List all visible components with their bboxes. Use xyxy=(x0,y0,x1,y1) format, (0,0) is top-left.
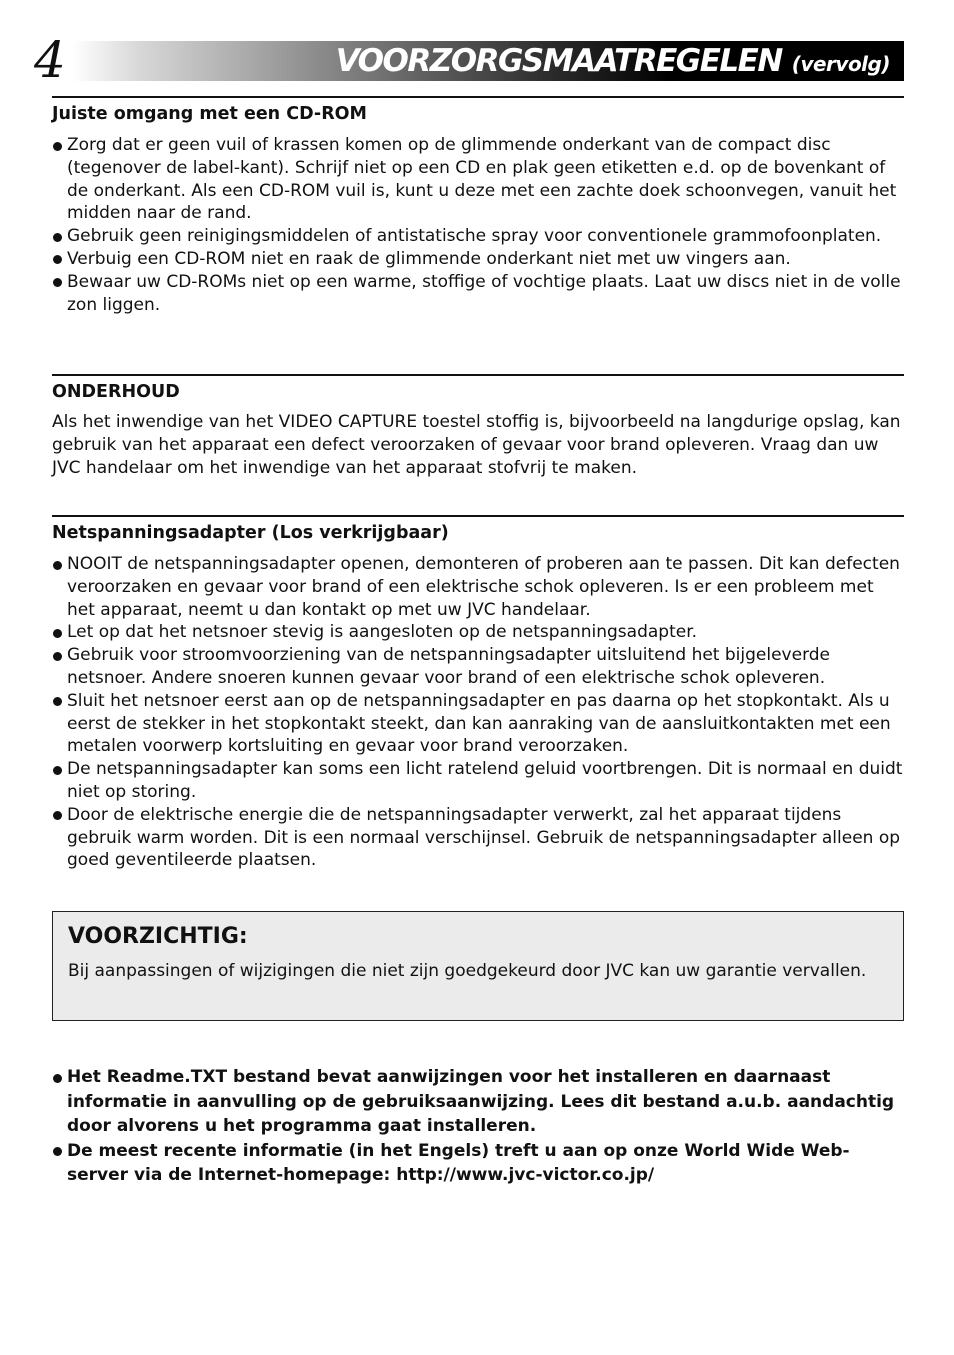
bullet-icon xyxy=(53,233,62,242)
list-item xyxy=(52,271,904,317)
notes-list xyxy=(52,1065,904,1188)
bullet-icon xyxy=(53,1074,62,1083)
list-item-text: Gebruik geen reinigingsmiddelen of antistatische spray voor conventionele grammofoonplaten. xyxy=(67,226,882,247)
bullet-icon xyxy=(53,278,62,287)
cdrom-list xyxy=(52,134,904,316)
onderhoud-heading: ONDERHOUD xyxy=(52,382,180,402)
list-item xyxy=(52,804,904,872)
list-item xyxy=(52,621,904,644)
page-title-text: VOORZORGSMAATREGELEN xyxy=(335,43,782,79)
bullet-icon xyxy=(53,561,62,570)
bullet-icon xyxy=(53,652,62,661)
list-item-text: Het Readme.TXT bestand bevat aanwijzingen voor het installeren en daarnaast informatie in aanvulling op de gebruiksaanwijzing. Lees dit bestand a.u.b. aandachtig door alvorens u het programma gaat installeren. xyxy=(67,1067,895,1136)
bullet-icon xyxy=(53,811,62,820)
list-item xyxy=(52,553,904,621)
caution-box xyxy=(52,911,904,1021)
page-number: 4 xyxy=(34,31,66,89)
notes-section xyxy=(52,1065,904,1188)
list-item xyxy=(52,1065,904,1139)
onderhoud-text: Als het inwendige van het VIDEO CAPTURE toestel stoffig is, bijvoorbeeld na langdurige opslag, kan gebruik van het apparaat een defect veroorzaken of gevaar voor brand opleveren. Vraag dan uw JVC handelaar om het inwendige van het apparaat stofvrij te maken. xyxy=(52,412,901,478)
bullet-icon xyxy=(53,629,62,638)
list-item xyxy=(52,758,904,804)
list-item xyxy=(52,1139,904,1188)
bullet-icon xyxy=(53,766,62,775)
page-title xyxy=(336,41,890,81)
list-item xyxy=(52,248,904,271)
cdrom-heading: Juiste omgang met een CD-ROM xyxy=(52,104,367,124)
caution-text: Bij aanpassingen of wijzigingen die niet zijn goedgekeurd door JVC kan uw garantie vervallen. xyxy=(68,961,867,981)
list-item xyxy=(52,644,904,690)
list-item xyxy=(52,134,904,225)
list-item-text: Sluit het netsnoer eerst aan op de netspanningsadapter en pas daarna op het stopkontakt. Als u eerst de stekker in het stopkontakt steekt, dan kan aanraking van de aansluitkontakten met een metalen voorwerp kortsluiting en gevaar voor brand veroorzaken. xyxy=(67,690,891,757)
bullet-icon xyxy=(53,697,62,706)
list-item xyxy=(52,225,904,248)
onderhoud-section xyxy=(52,374,904,479)
list-item-text: Door de elektrische energie die de netspanningsadapter verwerkt, zal het apparaat tijdens gebruik warm worden. Dit is een normaal verschijnsel. Gebruik de netspanningsadapter alleen op goed geventileerde plaatsen. xyxy=(67,804,901,871)
caution-title: VOORZICHTIG: xyxy=(68,924,248,949)
list-item xyxy=(52,690,904,758)
list-item-text: De meest recente informatie (in het Engels) treft u aan op onze World Wide Web-server via de Internet-homepage: http://www.jvc-victor.co.jp/ xyxy=(67,1140,850,1185)
list-item-text: Gebruik voor stroomvoorziening van de netspanningsadapter uitsluitend het bijgeleverde netsnoer. Andere snoeren kunnen gevaar voor brand of een elektrische schok opleveren. xyxy=(67,645,831,688)
list-item-text: Bewaar uw CD-ROMs niet op een warme, stoffige of vochtige plaats. Laat uw discs niet in de volle zon liggen. xyxy=(67,271,901,315)
page-subtitle: (vervolg) xyxy=(791,52,890,76)
header-banner xyxy=(72,41,904,81)
list-item-text: Let op dat het netsnoer stevig is aangesloten op de netspanningsadapter. xyxy=(67,622,698,643)
list-item-text: NOOIT de netspanningsadapter openen, demonteren of proberen aan te passen. Dit kan defecten veroorzaken en gevaar voor brand of een elektrische schok opleveren. Is er een probleem met het apparaat, neemt u dan kontakt op met uw JVC handelaar. xyxy=(67,554,900,620)
adapter-heading: Netspanningsadapter (Los verkrijgbaar) xyxy=(52,523,449,543)
cdrom-section xyxy=(52,96,904,316)
list-item-text: Zorg dat er geen vuil of krassen komen op de glimmende onderkant van de compact disc (tegenover de label-kant). Schrijf niet op een CD en plak geen etiketten e.d. op de bovenkant of de onderkant. Als een CD-ROM vuil is, kunt u deze met een zachte doek schoonvegen, vanuit het midden naar de rand. xyxy=(67,135,897,224)
bullet-icon xyxy=(53,142,62,151)
adapter-list xyxy=(52,553,904,872)
list-item-text: Verbuig een CD-ROM niet en raak de glimmende onderkant niet met uw vingers aan. xyxy=(67,248,791,269)
bullet-icon xyxy=(53,1147,62,1156)
list-item-text: De netspanningsadapter kan soms een licht ratelend geluid voortbrengen. Dit is normaal en duidt niet op storing. xyxy=(67,759,903,802)
adapter-section xyxy=(52,515,904,872)
bullet-icon xyxy=(53,255,62,264)
